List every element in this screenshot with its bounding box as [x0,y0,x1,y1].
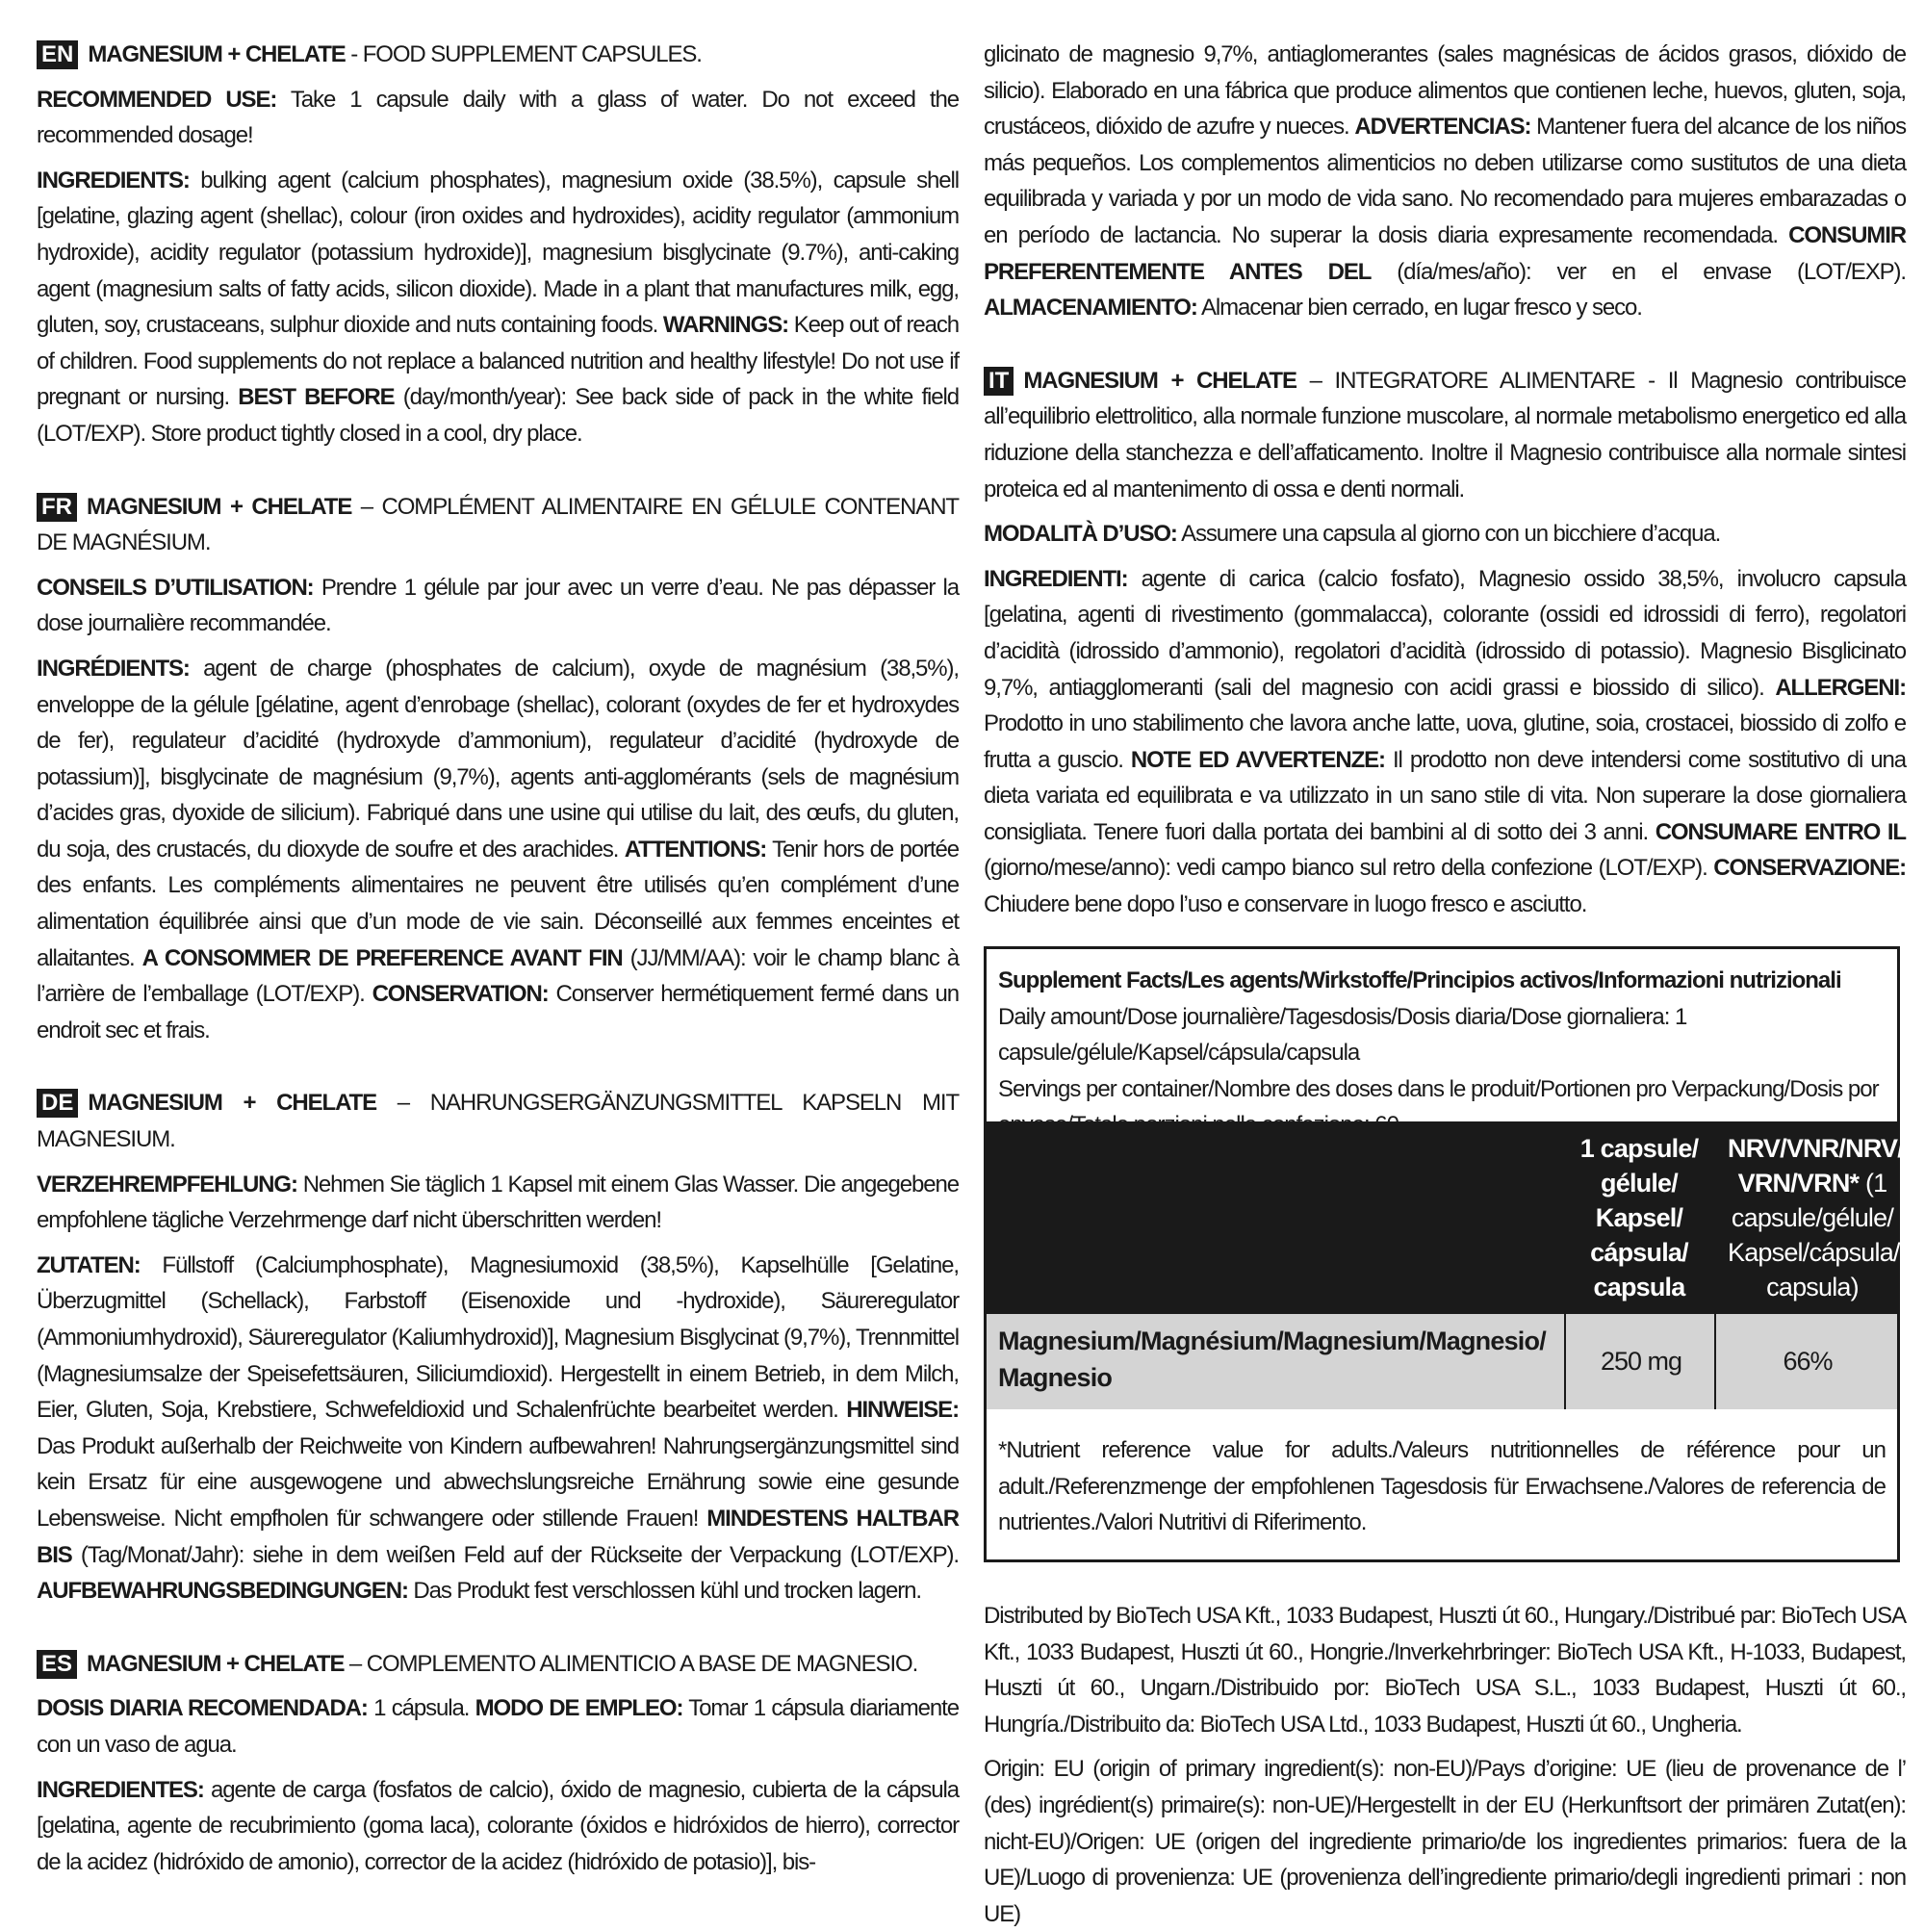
label: WARNINGS: [662,312,788,339]
text: Mantener fuera del alcance de los niños más pequeños. Los complementos alimenticios no deben utilizarse como sustitutos de una dieta equilibrada y variada y por un modo de vida sano. No recomendado para mujeres embarazadas o en período de lactancia. No superar la dosis diaria expresamente recomendada. [984,114,1906,248]
text: agente di carica (calcio fosfato), Magnesio ossido 38,5%, involucro capsula [gelatina, agenti di rivestimento (gommalacca), colorante (ossidi ed idrossidi di ferro), regolatori d’acidità (idrossido d’ammonio), regolatori d’acidità (idrossido di potassio). Magnesio Bisglicinato 9,7%, antiagglomeranti (sali del magnesio con acidi grassi e biossido di silico). [984,565,1906,701]
en-recommended-use [37,82,959,154]
label: HINWEISE: [846,1397,959,1424]
label: AUFBEWAHRUNGSBEDINGUNGEN: [37,1578,408,1605]
label: INGRÉDIENTS: [37,655,190,682]
text: (day/month/year): See back side of pack in the white field (LOT/EXP). Store product tightly closed in a cool, dry place. [37,384,960,447]
text: (Tag/Monat/Jahr): siehe in dem weißen Feld auf der Rückseite der Verpackung (LOT/EXP). [71,1541,959,1568]
section-es-continued [984,37,1906,326]
distribution-block [984,1598,1906,1932]
lang-badge-en: EN [37,40,78,69]
lang-badge-es: ES [37,1650,77,1679]
es-ingredients-start [37,1772,959,1881]
lang-badge-it: IT [984,367,1014,396]
label: NRV/VNR/NRV/ VRN/VRN* [1728,1134,1904,1198]
text: Das Produkt fest verschlossen kühl und trocken lagern. [407,1578,921,1605]
de-ingredients [37,1248,959,1610]
label: CONSUMIR PREFERENTEMENTE ANTES DEL [984,221,1906,285]
text: Tenir hors de portée des enfants. Les compléments alimentaires ne peuvent être utilisés qu’en complément d’une alimentation équilibrée ainsi que d’un mode de vie sain. Déconseillé aux femmes enceintes et allaitantes. [37,836,959,971]
nrv-column-header [1728,1131,1904,1304]
label: INGREDIENTI: [984,565,1128,592]
product-title: MAGNESIUM + CHELATE [1023,367,1296,394]
product-subtitle: – COMPLÉMENT ALIMENTAIRE EN GÉLULE CONTENANT DE MAGNÉSIUM. [37,493,959,556]
label: ALLERGENI: [1775,674,1906,701]
text: Das Produkt außerhalb der Reichweite von Kindern aufbewahren! Nahrungsergänzungsmittel sind kein Ersatz für eine ausgewogene und abwechslungsreiche Ernährung sowie eine gesunde Lebensweise. Nicht empfholen für schwangere oder stillende Frauen! [37,1432,959,1532]
label: ZUTATEN: [37,1251,141,1278]
en-ingredients [37,163,959,452]
label: BEST BEFORE [238,384,395,411]
table-row [987,1314,1897,1409]
label: CONSEILS D’UTILISATION: [37,574,314,601]
label: MODO DE EMPLEO: [475,1695,683,1722]
section-en [37,37,959,452]
section-de [37,1085,959,1609]
supplement-facts-table [984,946,1904,1562]
facts-intro [987,949,1897,1121]
product-title: MAGNESIUM + CHELATE [88,1090,377,1117]
text: Chiudere bene dopo l’uso e conservare in luogo fresco e asciutto. [984,891,1587,918]
nutrient-amount: 250 mg [1564,1314,1716,1409]
label: A CONSOMMER DE PREFERENCE AVANT FIN [141,944,623,971]
label: VERZEHREMPFEHLUNG: [37,1171,297,1198]
nutrient-nrv: 66% [1714,1314,1899,1409]
daily-amount: Daily amount/Dose journalière/Tagesdosis/Dosis diaria/Dose giornaliera: 1 capsule/gélule/Kapsel/cápsula/capsula [998,1003,1687,1067]
origin-text: Origin: EU (origin of primary ingredient(s): non-EU)/Pays d’origine: UE (lieu de provenance de l’ (des) ingrédient(s) primaire(s): non-UE)/Hergestellt in der EU (Herkunftsort der primären Zutat(en): nicht-EU)/Origen: UE (origen del ingrediente primario/de los ingredientes primarios: fuera de la UE)/Luogo di provenienza: UE (provenienza dell’ingrediente primario/degli ingredienti primari : non UE) [984,1756,1906,1927]
label: INGREDIENTES: [37,1776,204,1803]
es-heading [37,1646,959,1683]
text: Füllstoff (Calciumphosphate), Magnesiumoxid (38,5%), Kapselhülle [Gelatine, Überzugmittel (Schellack), Farbstoff (Eisenoxide und -hydroxide), Säureregulator (Ammoniumhydroxid), Säureregulator (Kaliumhydroxid)], Magnesium Bisglycinat (9,7%), Trennmittel (Magnesiumsalze der Speisefettsäuren, Siliciumdioxid). Hergestellt in einem Betrieb, in dem Milch, Eier, Gluten, Soja, Krebstiere, Schwefeldioxid und Schalenfrüchte bearbeitet werden. [37,1251,959,1424]
facts-header-row [987,1121,1904,1314]
section-it [984,363,1906,923]
label: DOSIS DIARIA RECOMENDADA: [37,1695,368,1722]
left-column [37,37,959,1917]
right-column [984,37,1906,960]
text: glicinato de magnesio 9,7%, antiaglomerantes (sales magnésicas de ácidos grasos, dióxido de silicio). Elaborado en una fábrica que produce alimentos que contienen leche, huevos, gluten, soja, crustáceos, dióxido de azufre y nueces. [984,41,1906,141]
label: CONSERVAZIONE: [1713,855,1906,882]
servings-per-container: Servings per container/Nombre des doses dans le produit/Portionen pro Verpackung/Dosis por [998,1075,1879,1102]
text: bulking agent (calcium phosphates), magnesium oxide (38.5%), capsule shell [gelatine, glazing agent (shellac), colour (iron oxides and hydroxides), acidity regulator (ammonium hydroxide), acidity regulator (potassium hydroxide)], magnesium bisglycinate (9.7%), anti-caking agent (magnesium salts of fatty acids, silicon dioxide). Made in a plant that manufactures milk, egg, gluten, soy, crustaceans, sulphur dioxide and nuts containing foods. [37,167,959,339]
text: (1 capsule/gélule/ Kapsel/cápsula/ capsula) [1728,1169,1900,1301]
section-fr [37,489,959,1049]
text: Keep out of reach of children. Food supplements do not replace a balanced nutrition and healthy lifestyle! Do not use if pregnant or nursing. [37,312,959,411]
label: NOTE ED AVVERTENZE: [1130,746,1385,773]
label: MINDESTENS HALTBAR BIS [37,1505,960,1568]
de-usage [37,1167,959,1239]
text: (día/mes/año): ver en el envase (LOT/EXP). [1371,258,1906,285]
product-subtitle: – INTEGRATORE ALIMENTARE - Il Magnesio contribuisce all’equilibrio elettrolitico, alla normale funzione muscolare, al normale metabolismo energetico ed alla riduzione della stanchezza e dell’affaticamento. Inoltre il Magnesio contribuisce alla normale sintesi proteica ed al mantenimento di ossa e denti normali. [984,367,1906,502]
es-dosage [37,1690,959,1763]
lang-badge-fr: FR [37,493,77,522]
it-usage [984,516,1906,553]
fr-heading [37,489,959,561]
product-title: MAGNESIUM + CHELATE [87,493,352,520]
nutrient-name: Magnesium/Magnésium/Magnesium/Magnesio/ Magnesio [998,1327,1546,1392]
it-ingredients [984,561,1906,923]
text: Tomar 1 cápsula diariamente con un vaso de agua. [37,1695,959,1758]
text: (JJ/MM/AA): voir le champ blanc à l’arrière de l’emballage (LOT/EXP). [37,944,960,1008]
text: Assumere una capsula al giorno con un bicchiere d’acqua. [1176,521,1721,548]
text: agente de carga (fosfatos de calcio), óxido de magnesio, cubierta de la cápsula [gelatina, agente de recubrimiento (goma laca), colorante (óxidos e hidróxidos de hierro), corrector de la acidez (hidróxido de amonio), corrector de la acidez (hidróxido de potasio)], bis- [37,1776,959,1875]
label: INGREDIENTS: [37,167,190,193]
text: Prendre 1 gélule par jour avec un verre d’eau. Ne pas dépasser la dose journalière recommandée. [37,574,960,637]
product-title: MAGNESIUM + CHELATE [87,1650,345,1677]
label: CONSERVATION: [372,981,549,1008]
label: ATTENTIONS: [624,836,767,863]
text: 1 cápsula. [367,1695,475,1722]
lang-badge-de: DE [37,1089,78,1118]
fr-usage [37,570,959,642]
label: CONSUMARE ENTRO IL [1655,818,1906,845]
text: Nehmen Sie täglich 1 Kapsel mit einem Glas Wasser. Die angegebene empfohlene tägliche Verzehrmenge darf nicht überschritten werden! [37,1171,959,1234]
facts-footnote: *Nutrient reference value for adults./Valeurs nutritionnelles de référence pour un adult./Referenzmenge der empfohlenen Tagesdosis für Erwachsene./Valores de referencia de nutrientes./Valori Nutritivi di Riferimento. [998,1437,1886,1536]
text: Take 1 capsule daily with a glass of water. Do not exceed the recommended dosage! [37,86,959,149]
es-ingredients-end [984,37,1906,326]
label: ADVERTENCIAS: [1354,114,1531,141]
product-subtitle: – COMPLEMENTO ALIMENTICIO A BASE DE MAGNESIO. [344,1650,918,1677]
product-subtitle: - FOOD SUPPLEMENT CAPSULES. [345,41,702,67]
product-subtitle: – NAHRUNGSERGÄNZUNGSMITTEL KAPSELN MIT MAGNESIUM. [37,1090,960,1153]
en-heading [37,37,959,73]
label: ALMACENAMIENTO: [984,295,1197,322]
fr-ingredients [37,651,959,1049]
label: MODALITÀ D’USO: [984,521,1177,548]
it-heading [984,363,1906,507]
text: (giorno/mese/anno): vedi campo bianco sul retro della confezione (LOT/EXP). [984,855,1714,882]
label: RECOMMENDED USE: [37,86,277,113]
text: Prodotto in uno stabilimento che lavora anche latte, uova, glutine, soia, crostacei, biossido di zolfo e frutta a guscio. [984,710,1906,773]
amount-column-header: 1 capsule/ gélule/ Kapsel/ cápsula/ capsula [1579,1134,1699,1301]
text: Conserver hermétiquement fermé dans un endroit sec et frais. [37,981,959,1043]
facts-title: Supplement Facts/Les agents/Wirkstoffe/Principios activos/Informazioni nutrizionali [998,967,1841,993]
distributor-text: Distributed by BioTech USA Kft., 1033 Budapest, Huszti út 60., Hungary./Distribué par: BioTech USA Kft., 1033 Budapest, Huszti út 60., Hongrie./Inverkehrbringer: BioTech USA Kft., H-1033, Budapest, Huszti út 60., Ungarn./Distribuido por: BioTech USA S.L., 1033 Budapest, Huszti út 60., Hungría./Distribuito da: BioTech USA Ltd., 1033 Budapest, Huszti út 60., Ungheria. [984,1603,1906,1738]
text: Il prodotto non deve intendersi come sostitutivo di una dieta variata ed equilibrata e va utilizzato in un sano stile di vita. Non superare la dose giornaliera consigliata. Tenere fuori dalla portata dei bambini al di sotto dei 3 anni. [984,746,1907,845]
section-es [37,1646,959,1881]
text: agent de charge (phosphates de calcium), oxyde de magnésium (38,5%), enveloppe de la gélule [gélatine, agent d’enrobage (shellac), colorant (oxydes de fer et hydroxydes de fer), regulateur d’acidité (hydroxyde d’ammonium), regulateur d’acidité (hydroxyde de potassium)], bisglycinate de magnésium (9,7%), agents anti-agglomérants (sels de magnésium d’acides gras, dyoxide de silicium). Fabriqué dans une usine qui utilise du lait, des œufs, du gluten, du soja, des crustacés, du dioxyde de soufre et des arachides. [37,655,959,863]
text: Almacenar bien cerrado, en lugar fresco y seco. [1196,295,1642,322]
de-heading [37,1085,959,1157]
product-title: MAGNESIUM + CHELATE [88,41,346,67]
